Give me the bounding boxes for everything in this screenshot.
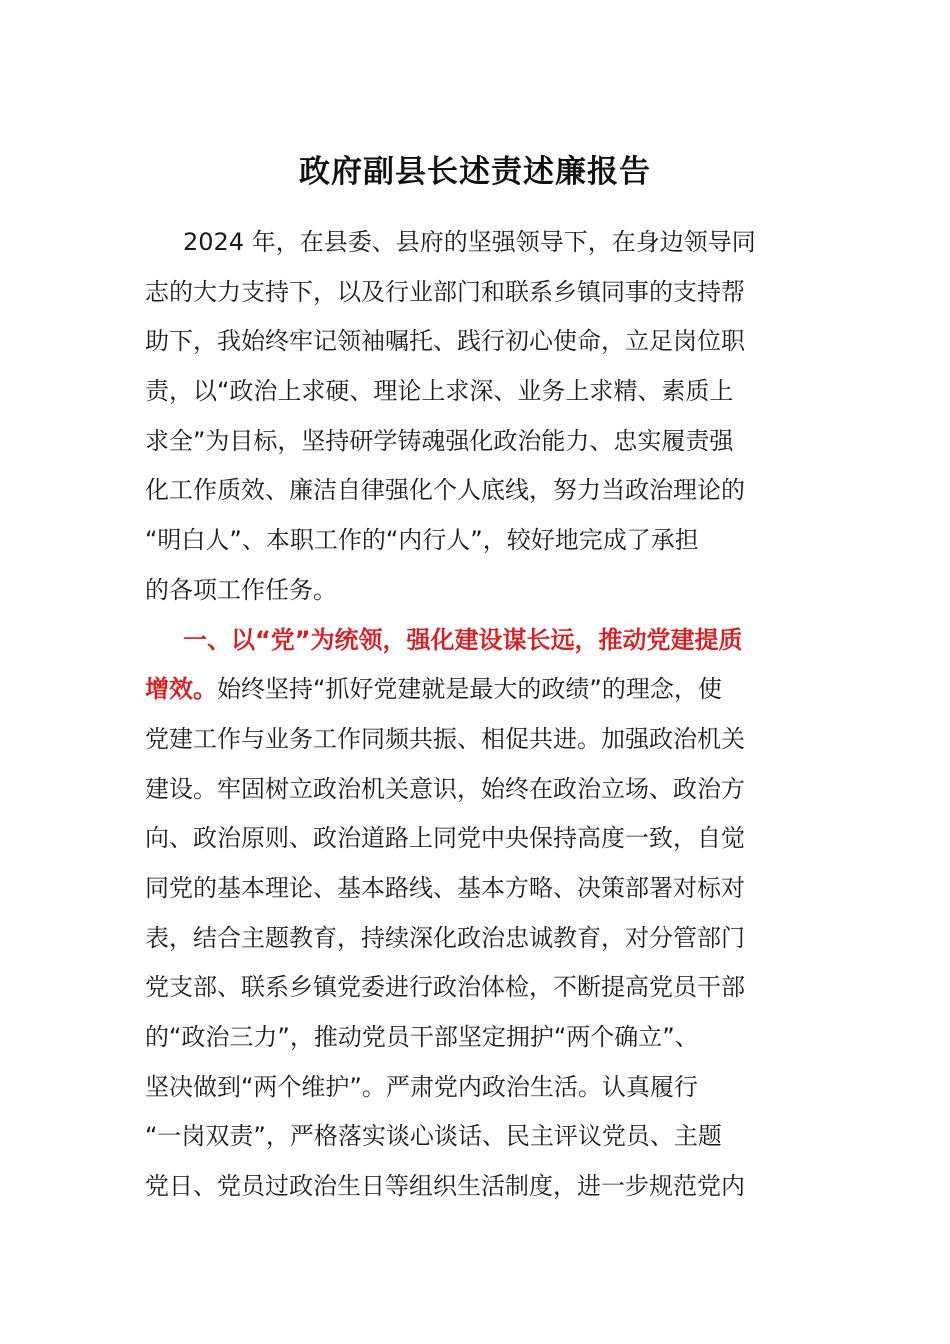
paragraph-line — [145, 665, 810, 715]
paragraph-line: 志的大力支持下，以及行业部门和联系乡镇同事的支持帮 — [145, 277, 745, 306]
document-title: 政府副县长述责述廉报告 — [299, 154, 651, 190]
paragraph-line: 表，结合主题教育，持续深化政治忠诚教育，对分管部门 — [145, 923, 745, 952]
paragraph-line: 党建工作与业务工作同频共振、相促共进。加强政治机关 — [145, 724, 745, 753]
paragraph-line: “一岗双责”，严格落实谈心谈话、民主评议党员、主题 — [145, 1122, 722, 1151]
paragraph-line: 的各项工作任务。 — [145, 575, 337, 604]
paragraph-line: 同党的基本理论、基本路线、基本方略、决策部署对标对 — [145, 873, 745, 902]
paragraph-line: 责，以“政治上求硬、理论上求深、业务上求精、素质上 — [145, 377, 734, 406]
paragraph-line: 2024 年，在县委、县府的坚强领导下，在身边领导同 — [183, 228, 756, 256]
paragraph-line: “明白人”、本职工作的“内行人”，较好地完成了承担 — [145, 526, 699, 555]
paragraph-line: 向、政治原则、政治道路上同党中央保持高度一致，自觉 — [145, 824, 745, 853]
paragraph-line: 坚决做到“两个维护”。严肃党内政治生活。认真履行 — [145, 1072, 698, 1101]
paragraph-line: 党日、党员过政治生日等组织生活制度，进一步规范党内 — [145, 1172, 745, 1201]
paragraph-line: 化工作质效、廉洁自律强化个人底线，努力当政治理论的 — [145, 476, 745, 505]
section-heading: 一、以“党”为统领，强化建设谋长远，推动党建提质 — [183, 625, 743, 654]
section-text: 始终坚持“抓好党建就是最大的政绩”的理念，使 — [217, 675, 722, 704]
section-heading-end: 增效。 — [145, 675, 217, 704]
paragraph-line: 党支部、联系乡镇党委进行政治体检，不断提高党员干部 — [145, 973, 745, 1002]
paragraph-line: 助下，我始终牢记领袖嘱托、践行初心使命，立足岗位职 — [145, 327, 745, 356]
document-body — [145, 218, 810, 1212]
paragraph-line: 求全”为目标，坚持研学铸魂强化政治能力、忠实履责强 — [145, 426, 734, 455]
paragraph-line: 的“政治三力”，推动党员干部坚定拥护“两个确立”、 — [145, 1023, 699, 1051]
paragraph-line: 建设。牢固树立政治机关意识，始终在政治立场、政治方 — [145, 774, 745, 803]
